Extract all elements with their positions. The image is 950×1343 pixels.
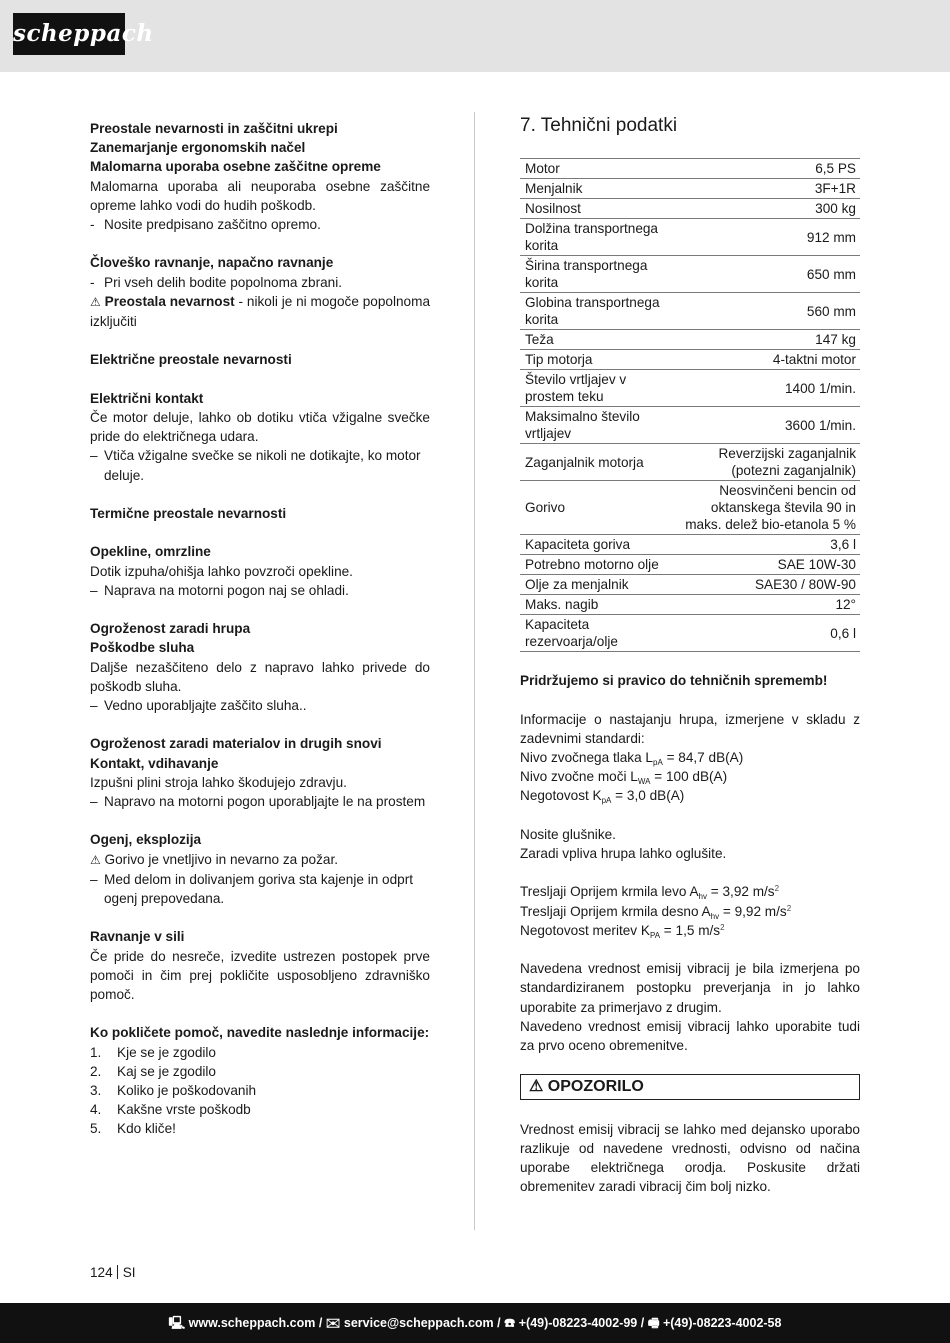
spec-row <box>520 407 860 444</box>
spec-table <box>520 158 860 652</box>
paragraph: Navedeno vrednost emisij vibracij lahko uporabite tudi za prvo oceno obremenitve. <box>520 1018 860 1053</box>
section-heading: Malomarna uporaba osebne zaščitne opreme <box>90 159 381 175</box>
dash-item: - Nosite predpisano zaščitno opremo. <box>90 217 321 233</box>
spec-value: 6,5 PS <box>669 159 860 179</box>
section-heading: Zanemarjanje ergonomskih načel <box>90 140 306 156</box>
spec-label: Gorivo <box>520 481 669 535</box>
section-heading: Ravnanje v sili <box>90 929 185 945</box>
spec-value: SAE 10W-30 <box>669 555 860 575</box>
warning-icon: ⚠ <box>90 294 101 309</box>
vibration-value: Negotovost meritev $K_{PA} = 1,5$ $m/s^2$ <box>520 922 725 940</box>
scheppach-logo: scheppach <box>13 13 125 55</box>
website-link[interactable]: www.scheppach.com <box>188 1316 316 1330</box>
spec-value: 650 mm <box>669 256 860 293</box>
dash-item: – Med delom in dolivanjem goriva sta kajenje in odprt ogenj prepovedana. <box>90 871 414 906</box>
vibration-value: Tresljaji Oprijem krmila levo $A_{hv} = 3,92$ $m/s^2$ <box>520 884 780 902</box>
spec-value: 3F+1R <box>669 179 860 199</box>
spec-label: Olje za menjalnik <box>520 575 669 595</box>
section-heading: Poškodbe sluha <box>90 640 195 656</box>
spec-value: 560 mm <box>669 293 860 330</box>
spec-label: Teža <box>520 330 669 350</box>
list-item: 5. Kdo kliče! <box>90 1121 176 1137</box>
page-header <box>0 0 950 72</box>
spec-row <box>520 535 860 555</box>
spec-value: 1400 1/min. <box>669 370 860 407</box>
paragraph: Dotik izpuha/ohišja lahko povzroči opekline. <box>90 563 353 579</box>
left-column <box>90 119 430 1139</box>
section-heading: Termične preostale nevarnosti <box>90 506 287 521</box>
phone-number: +(49)-08223-4002-99 <box>518 1316 638 1330</box>
spec-row <box>520 575 860 595</box>
spec-row <box>520 444 860 481</box>
right-column <box>520 112 860 1196</box>
noise-value: Negotovost $K_{pA} = 3,0$ dB(A) <box>520 788 685 806</box>
dash-item: – Napravo na motorni pogon uporabljajte le na prostem <box>90 794 426 809</box>
spec-label: Kapaciteta goriva <box>520 535 669 555</box>
warning-icon: ⚠ <box>529 1078 544 1096</box>
vibration-value: Tresljaji Oprijem krmila desno $A_{hv} = 9,92$ $m/s^2$ <box>520 903 792 921</box>
section-heading: Opekline, omrzline <box>90 544 211 560</box>
numbered-list <box>90 1043 430 1139</box>
dash-item: – Naprava na motorni pogon naj se ohladi. <box>90 582 349 598</box>
warning-note: ⚠ Preostala nevarnost - nikoli je ni mogoče popolnoma izključiti <box>90 293 431 330</box>
spec-label: Dolžina transportnega korita <box>520 219 669 256</box>
paragraph: Izpušni plini stroja lahko škodujejo zdravju. <box>90 774 347 790</box>
spec-label: Potrebno motorno olje <box>520 555 669 575</box>
spec-row <box>520 199 860 219</box>
spec-value: 147 kg <box>669 330 860 350</box>
spec-row <box>520 481 860 535</box>
paragraph: Malomarna uporaba ali neuporaba osebne zaščitne opreme lahko vodi do hudih poškodb. <box>90 178 430 213</box>
section-heading: Kontakt, vdihavanje <box>90 755 219 771</box>
paragraph: Navedena vrednost emisij vibracij je bila izmerjena po standardiziranem postopku preverjanja in jo lahko uporabite za primerjavo z drugim. <box>520 961 860 1015</box>
dash-item: - Pri vseh delih bodite popolnoma zbrani. <box>90 274 343 290</box>
fax-icon: 🖷 <box>647 1316 663 1330</box>
spec-row <box>520 159 860 179</box>
section-heading: Preostale nevarnosti in zaščitni ukrepi <box>90 121 338 136</box>
spec-label: Menjalnik <box>520 179 669 199</box>
spec-label: Motor <box>520 159 669 179</box>
spec-label: Zaganjalnik motorja <box>520 444 669 481</box>
warning-note: ⚠ Gorivo je vnetljivo in nevarno za požar. <box>90 851 339 867</box>
section-heading: Človeško ravnanje, napačno ravnanje <box>90 255 334 271</box>
column-divider <box>474 112 475 1230</box>
paragraph: Daljše nezaščiteno delo z napravo lahko privede do poškodb sluha. <box>90 659 430 694</box>
fax-number: +(49)-08223-4002-58 <box>662 1316 782 1330</box>
paragraph: Zaradi vpliva hrupa lahko oglušite. <box>520 845 727 861</box>
list-item: 3. Koliko je poškodovanih <box>90 1083 257 1098</box>
section-heading: Električni kontakt <box>90 390 204 406</box>
phone-icon: ☎ <box>504 1316 519 1330</box>
spec-value: 0,6 l <box>669 615 860 652</box>
page-number: 124 SI <box>90 1265 136 1280</box>
paragraph: Informacije o nastajanju hrupa, izmerjene v skladu z zadevnimi standardi: <box>520 711 860 746</box>
noise-value: Nivo zvočne moči $L_{WA} = 100$ dB(A) <box>520 769 728 787</box>
spec-value: Reverzijski zaganjalnik (potezni zaganjalnik) <box>669 444 860 481</box>
spec-label: Nosilnost <box>520 199 669 219</box>
spec-label: Število vrtljajev v prostem teku <box>520 370 669 407</box>
spec-row <box>520 615 860 652</box>
email-link[interactable]: service@scheppach.com <box>343 1316 494 1330</box>
spec-row <box>520 179 860 199</box>
spec-row <box>520 350 860 370</box>
list-item: 4. Kakšne vrste poškodb <box>90 1102 251 1118</box>
section-heading: Ogenj, eksplozija <box>90 832 202 848</box>
spec-label: Tip motorja <box>520 350 669 370</box>
section-heading: Ogroženost zaradi hrupa <box>90 621 251 637</box>
spec-row <box>520 330 860 350</box>
dash-item: – Vedno uporabljajte zaščito sluha.. <box>90 698 307 713</box>
warning-box: ⚠ OPOZORILO <box>520 1074 860 1100</box>
list-item: 1. Kje se je zgodilo <box>90 1044 216 1060</box>
noise-value: Nivo zvočnega tlaka $L_{pA} = 84,7$ dB(A) <box>520 749 744 767</box>
section-title: 7. Tehnični podatki <box>520 115 678 136</box>
paragraph: Vrednost emisij vibracij se lahko med dejansko uporabo razlikuje od navedene vrednosti, odvisno od načina uporabe električnega orodja. Poskusite držati obremenitev zaradi vibracij čim bolj nizko. <box>520 1121 860 1195</box>
spec-row <box>520 256 860 293</box>
spec-label: Maksimalno število vrtljajev <box>520 407 669 444</box>
note: Pridržujemo si pravico do tehničnih sprememb! <box>520 673 828 689</box>
spec-value: 912 mm <box>669 219 860 256</box>
spec-row <box>520 219 860 256</box>
spec-row <box>520 555 860 575</box>
spec-value: Neosvinčeni bencin od oktanskega števila 90 in maks. delež bio-etanola 5 % <box>669 481 860 535</box>
list-item: 2. Kaj se je zgodilo <box>90 1063 216 1079</box>
page-footer: 🖳 www.scheppach.com / ✉ service@scheppach.com / ☎ +(49)-08223-4002-99 / 🖷 +(49)-08223-4002-58 <box>0 1303 950 1343</box>
dash-item: – Vtiča vžigalne svečke se nikoli ne dotikajte, ko motor deluje. <box>90 448 421 483</box>
warning-icon: ⚠ <box>90 852 101 867</box>
spec-value: 3600 1/min. <box>669 407 860 444</box>
spec-value: 12° <box>669 595 860 615</box>
spec-row <box>520 595 860 615</box>
spec-label: Maks. nagib <box>520 595 669 615</box>
spec-value: SAE30 / 80W-90 <box>669 575 860 595</box>
section-heading: Ko pokličete pomoč, navedite naslednje informacije: <box>90 1025 430 1041</box>
email-icon: ✉ <box>325 1316 344 1330</box>
paragraph: Če pride do nesreče, izvedite ustrezen postopek prve pomoči in čim prej pokličite usposobljeno zdravniško pomoč. <box>90 948 430 1002</box>
paragraph: Nosite glušnike. <box>520 826 616 842</box>
paragraph: Če motor deluje, lahko ob dotiku vtiča vžigalne svečke pride do električnega udara. <box>90 410 430 445</box>
section-heading: Ogroženost zaradi materialov in drugih snovi <box>90 736 382 752</box>
spec-label: Globina transportnega korita <box>520 293 669 330</box>
section-heading: Električne preostale nevarnosti <box>90 352 292 368</box>
spec-value: 300 kg <box>669 199 860 219</box>
spec-row <box>520 370 860 407</box>
spec-value: 4-taktni motor <box>669 350 860 370</box>
spec-label: Kapaciteta rezervoarja/olje <box>520 615 669 652</box>
computer-icon: 🖳 <box>168 1316 189 1330</box>
spec-value: 3,6 l <box>669 535 860 555</box>
spec-label: Širina transportnega korita <box>520 256 669 293</box>
spec-row <box>520 293 860 330</box>
